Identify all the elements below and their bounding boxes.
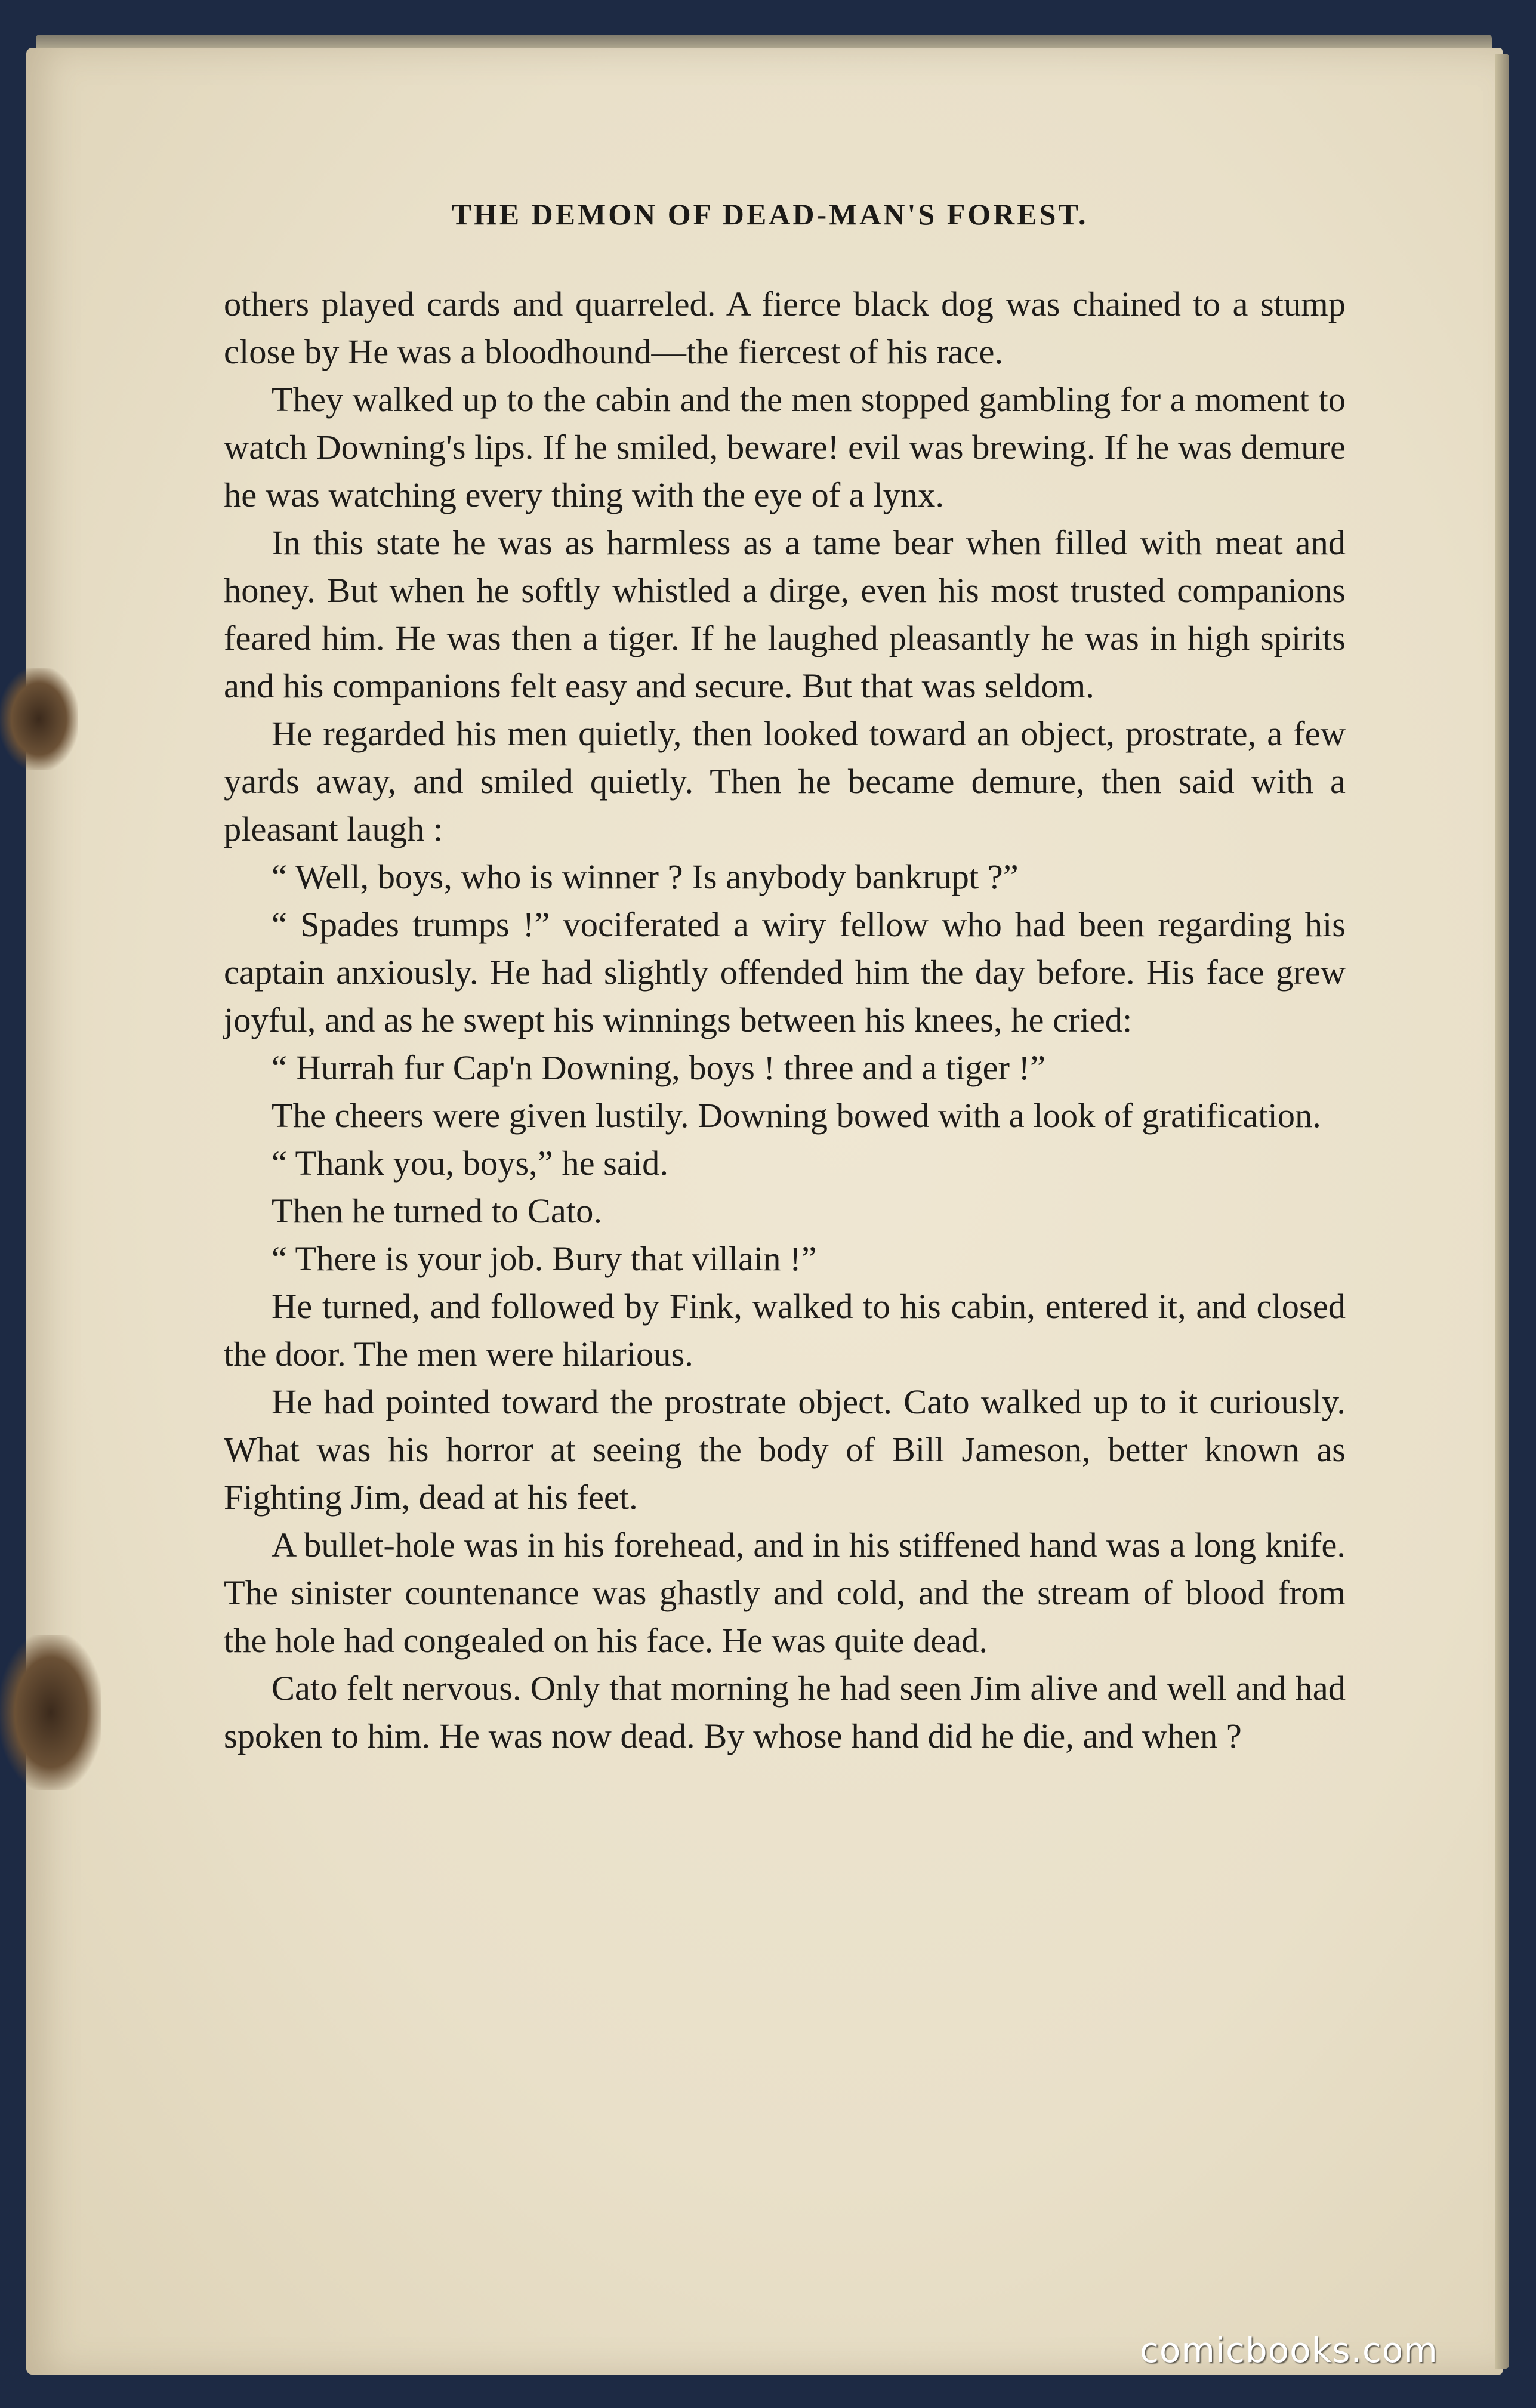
paragraph: He had pointed toward the prostrate object. Cato walked up to it curiously. What was his horror at seeing the body of Bill Jameson, better known as Fighting Jim, dead at his feet. (224, 1382, 1346, 1517)
paragraph: They walked up to the cabin and the men stopped gambling for a moment to watch Downing's lips. If he smiled, beware! evil was brewing. If he was demure he was watching every thing with the eye of a lynx. (224, 380, 1346, 514)
paragraph: “ Hurrah fur Cap'n Downing, boys ! three and a tiger !” (272, 1048, 1046, 1087)
paragraph: “ Spades trumps !” vociferated a wiry fellow who had been regarding his captain anxiously. He had slightly offended him the day before. His face grew joyful, and as he swept his winnings between his knees, he cried: (224, 905, 1346, 1039)
paragraph: Cato felt nervous. Only that morning he had seen Jim alive and well and had spoken to him. He was now dead. By whose hand did he die, and when ? (224, 1669, 1346, 1755)
binding-stain-lower (0, 1635, 101, 1790)
paragraph: He turned, and followed by Fink, walked to his cabin, entered it, and closed the door. The men were hilarious. (224, 1287, 1346, 1373)
paragraph: The cheers were given lustily. Downing bowed with a look of gratification. (272, 1096, 1321, 1135)
paragraph: A bullet-hole was in his forehead, and in his stiffened hand was a long knife. The sinister countenance was ghastly and cold, and the stream of blood from the hole had congealed on his face. He was quite dead. (224, 1526, 1346, 1660)
running-head: THE DEMON OF DEAD-MAN'S FOREST. (451, 197, 1088, 231)
watermark: comicbooks.com (1140, 2330, 1438, 2370)
paragraph: In this state he was as harmless as a tame bear when filled with meat and honey. But when he softly whistled a dirge, even his most trusted companions feared him. He was then a tiger. If he laughed pleasantly he was in high spirits and his companions felt easy and secure. But that was seldom. (224, 523, 1346, 705)
binding-stain-upper (0, 668, 78, 770)
paragraph: “ Well, boys, who is winner ? Is anybody bankrupt ?” (272, 857, 1019, 896)
paragraph: He regarded his men quietly, then looked toward an object, prostrate, a few yards away, and smiled quietly. Then he became demure, then said with a pleasant laugh : (224, 714, 1346, 848)
paragraph: “ There is your job. Bury that villain !” (272, 1239, 817, 1278)
paragraph: “ Thank you, boys,” he said. (272, 1144, 669, 1183)
paragraph: others played cards and quarreled. A fierce black dog was chained to a stump close by He was a bloodhound—the fiercest of his race. (224, 285, 1346, 371)
page-body-text (224, 280, 1346, 1760)
page-right-edge (1495, 54, 1509, 2369)
paragraph: Then he turned to Cato. (272, 1191, 602, 1230)
